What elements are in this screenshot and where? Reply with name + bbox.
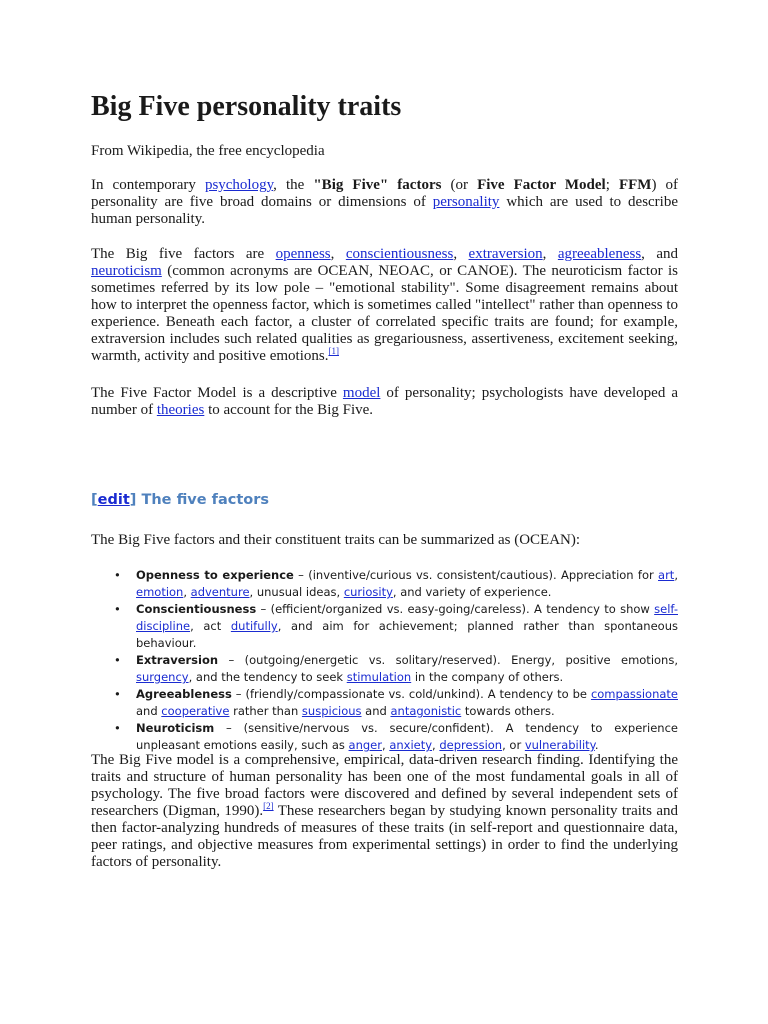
reference-2[interactable]: [2] bbox=[263, 801, 274, 811]
text: , bbox=[183, 585, 191, 599]
text: (common acronyms are OCEAN, NEOAC, or CANOE). The neuroticism factor is sometimes referred by its low pole – "emotional stability". Some disagreement remains about how to interpret the openness factor, which is sometimes called "intellect" rather than openness to experience. Beneath each factor, a cluster of correlated specific traits are found; for example, extraversion includes such related qualities as gregariousness, assertiveness, excitement seeking, warmth, activity and positive emotions. bbox=[91, 263, 678, 364]
text: to account for the Big Five. bbox=[204, 402, 374, 418]
factors-paragraph bbox=[91, 246, 678, 365]
link-compassionate[interactable]: compassionate bbox=[590, 687, 678, 701]
text: ) of personality are five broad domains or dimensions of bbox=[91, 177, 679, 210]
text: rather than bbox=[229, 704, 302, 718]
link-emotion[interactable]: emotion bbox=[136, 585, 184, 599]
edit-link[interactable]: edit bbox=[97, 492, 130, 508]
link-art[interactable]: art bbox=[658, 568, 675, 582]
section-title: The five factors bbox=[141, 492, 270, 508]
text: The Big five factors are bbox=[91, 246, 276, 262]
text: , act bbox=[190, 619, 231, 633]
link-depression[interactable]: depression bbox=[439, 738, 503, 752]
text: , or bbox=[502, 738, 525, 752]
list-item-openness bbox=[114, 567, 678, 601]
link-anger[interactable]: anger bbox=[348, 738, 382, 752]
text: , bbox=[453, 246, 469, 262]
text: – (outgoing/energetic vs. solitary/reserved). Energy, positive emotions, bbox=[218, 653, 678, 667]
bullet: • bbox=[114, 653, 121, 667]
link-neuroticism[interactable]: neuroticism bbox=[91, 263, 162, 279]
text: ; bbox=[605, 177, 619, 193]
text: , and the tendency to seek bbox=[188, 670, 347, 684]
edit-bracket: [ bbox=[91, 492, 98, 508]
link-antagonistic[interactable]: antagonistic bbox=[390, 704, 462, 718]
text: , bbox=[432, 738, 440, 752]
text: These researchers began by studying known personality traits and then factor-analyzing hundreds of measures of these traits (in self-report and questionnaire data, peer ratings, and objective measures from experimental settings) in order to find the underlying factors of personality. bbox=[91, 803, 678, 870]
list-item-agreeableness bbox=[114, 686, 678, 720]
bold-text: "Big Five" factors bbox=[313, 177, 442, 193]
text: towards others. bbox=[461, 704, 555, 718]
bullet: • bbox=[114, 721, 121, 735]
text: and bbox=[361, 704, 391, 718]
page-title: Big Five personality traits bbox=[91, 91, 402, 122]
factors-list bbox=[91, 567, 678, 754]
text: which are used to describe human personality. bbox=[91, 194, 679, 227]
link-anxiety[interactable]: anxiety bbox=[389, 738, 433, 752]
text: (or bbox=[441, 177, 478, 193]
factor-name: Conscientiousness bbox=[136, 602, 257, 616]
link-curiosity[interactable]: curiosity bbox=[343, 585, 393, 599]
link-self-discipline[interactable]: self-discipline bbox=[136, 602, 678, 633]
link-adventure[interactable]: adventure bbox=[190, 585, 250, 599]
text: – (friendly/compassionate vs. cold/unkind). A tendency to be bbox=[231, 687, 591, 701]
edit-bracket: ] bbox=[129, 492, 137, 508]
text: The Five Factor Model is a descriptive bbox=[91, 385, 343, 401]
reference-1[interactable]: [1] bbox=[328, 346, 339, 356]
research-paragraph bbox=[91, 752, 678, 871]
bold-text: Five Factor Model bbox=[477, 177, 606, 193]
link-psychology[interactable]: psychology bbox=[204, 177, 274, 193]
text: – (efficient/organized vs. easy-going/careless). A tendency to show bbox=[256, 602, 655, 616]
text: in the company of others. bbox=[411, 670, 564, 684]
link-vulnerability[interactable]: vulnerability bbox=[524, 738, 595, 752]
factor-name: Extraversion bbox=[136, 653, 219, 667]
link-conscientiousness[interactable]: conscientiousness bbox=[345, 246, 454, 262]
link-extraversion[interactable]: extraversion bbox=[468, 246, 543, 262]
bullet: • bbox=[114, 687, 121, 701]
text: In contemporary bbox=[91, 177, 205, 193]
link-personality[interactable]: personality bbox=[432, 194, 500, 210]
link-suspicious[interactable]: suspicious bbox=[301, 704, 362, 718]
subtitle: From Wikipedia, the free encyclopedia bbox=[91, 143, 325, 159]
list-item-extraversion bbox=[114, 652, 678, 686]
intro-paragraph bbox=[91, 177, 678, 228]
factor-name: Neuroticism bbox=[136, 721, 215, 735]
link-openness[interactable]: openness bbox=[275, 246, 331, 262]
text: , the bbox=[273, 177, 314, 193]
text: , bbox=[542, 246, 558, 262]
factor-name: Agreeableness bbox=[136, 687, 232, 701]
link-agreeableness[interactable]: agreeableness bbox=[557, 246, 642, 262]
section-heading bbox=[91, 492, 269, 509]
text: . bbox=[594, 738, 599, 752]
text: , bbox=[382, 738, 390, 752]
text: – (sensitive/nervous vs. secure/confident). A tendency to experience unpleasant emotions easily, such as bbox=[136, 721, 678, 752]
link-model[interactable]: model bbox=[342, 385, 381, 401]
link-stimulation[interactable]: stimulation bbox=[346, 670, 412, 684]
text: , bbox=[674, 568, 678, 582]
text: and bbox=[136, 704, 162, 718]
text: , and aim for achievement; planned rather than spontaneous behaviour. bbox=[136, 619, 678, 650]
text: The Big Five model is a comprehensive, empirical, data-driven research finding. Identifying the traits and structure of human personality has been one of the most fundamental goals in all of psychology. The five broad factors were discovered and defined by several independent sets of researchers (Digman, 1990). bbox=[91, 752, 678, 819]
link-theories[interactable]: theories bbox=[156, 402, 205, 418]
text: , bbox=[330, 246, 346, 262]
text: , unusual ideas, bbox=[249, 585, 344, 599]
list-item-conscientiousness bbox=[114, 601, 678, 652]
link-surgency[interactable]: surgency bbox=[136, 670, 189, 684]
bullet: • bbox=[114, 568, 121, 582]
text: , and variety of experience. bbox=[392, 585, 552, 599]
summary-paragraph: The Big Five factors and their constituent traits can be summarized as (OCEAN): bbox=[91, 532, 581, 548]
link-dutifully[interactable]: dutifully bbox=[230, 619, 278, 633]
text: – (inventive/curious vs. consistent/cautious). Appreciation for bbox=[293, 568, 659, 582]
model-paragraph bbox=[91, 385, 678, 419]
text: , and bbox=[641, 246, 679, 262]
link-cooperative[interactable]: cooperative bbox=[161, 704, 230, 718]
bold-text: FFM bbox=[618, 177, 652, 193]
factor-name: Openness to experience bbox=[136, 568, 294, 582]
list-item-neuroticism bbox=[114, 720, 678, 754]
text: of personality; psychologists have developed a number of bbox=[91, 385, 678, 418]
bullet: • bbox=[114, 602, 121, 616]
